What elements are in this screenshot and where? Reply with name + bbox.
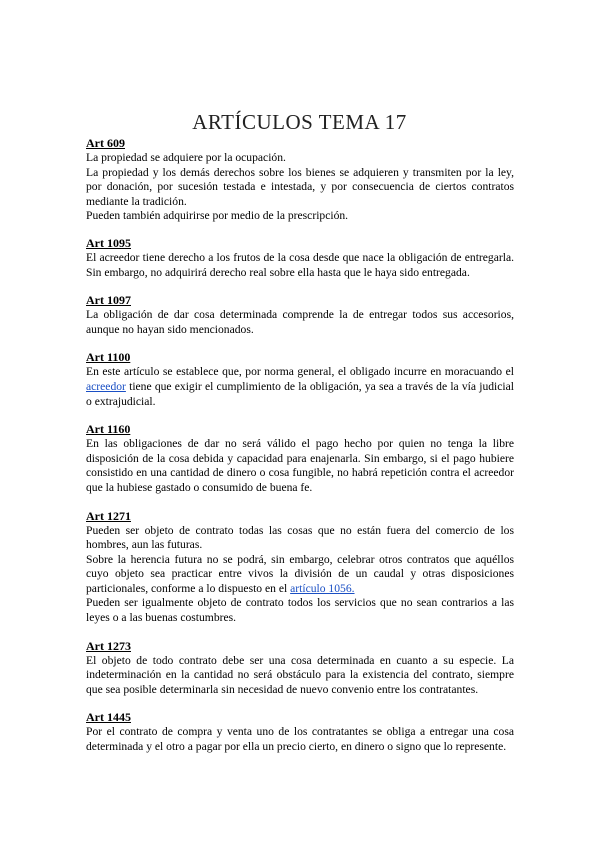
- article-1160: [86, 422, 514, 495]
- article-heading: Art 1100: [86, 350, 131, 365]
- article-1273: [86, 639, 514, 698]
- article-paragraph: Por el contrato de compra y venta uno de los contratantes se obliga a entregar una cosa determinada y el otro a pagar por ella un precio cierto, en dinero o signo que lo represente.: [86, 725, 514, 754]
- paragraph-text: En este artículo se establece que, por norma general, el obligado incurre en moracuando el: [86, 365, 514, 379]
- article-paragraph: El acreedor tiene derecho a los frutos de la cosa desde que nace la obligación de entregarla. Sin embargo, no adquirirá derecho real sobre ella hasta que le haya sido entregada.: [86, 250, 514, 279]
- article-1271: [86, 509, 514, 626]
- article-paragraph: La propiedad se adquiere por la ocupación.: [86, 151, 286, 164]
- article-paragraph: La propiedad y los demás derechos sobre los bienes se adquieren y transmiten por la ley, por donación, por sucesión testada e intestada, y por consecuencia de ciertos contratos mediante la tradición.: [86, 165, 514, 208]
- article-609: [86, 136, 514, 224]
- article-1095: [86, 236, 514, 280]
- article-heading: Art 1097: [86, 293, 131, 308]
- article-paragraph: Pueden ser objeto de contrato todas las cosas que no están fuera del comercio de los hombres, aun las futuras.: [86, 523, 514, 552]
- article-paragraph: Pueden ser igualmente objeto de contrato todos los servicios que no sean contrarios a las leyes o a las buenas costumbres.: [86, 596, 514, 625]
- article-1445: [86, 710, 514, 754]
- document-body: [86, 136, 514, 768]
- article-1100: [86, 350, 514, 409]
- article-heading: Art 1160: [86, 422, 131, 437]
- acreedor-link[interactable]: acreedor: [86, 379, 126, 393]
- article-paragraph: [86, 553, 514, 597]
- article-heading: Art 1445: [86, 710, 131, 725]
- article-heading: Art 1095: [86, 235, 131, 250]
- article-heading: Art 1273: [86, 638, 131, 653]
- paragraph-text: Sobre la herencia futura no se podrá, sin embargo, celebrar otros contratos que aquéllos cuyo objeto sea practicar entre vivos la división de un caudal y otras disposiciones particionales, conforme a lo dispuesto en el: [86, 552, 514, 595]
- paragraph-text: tiene que exigir el cumplimiento de la obligación, ya sea a través de la vía judicial o extrajudicial.: [86, 379, 514, 408]
- article-1097: [86, 293, 514, 337]
- document-title: ARTÍCULOS TEMA 17: [192, 110, 407, 134]
- article-heading: Art 1271: [86, 508, 131, 523]
- article-paragraph: La obligación de dar cosa determinada comprende la de entregar todos sus accesorios, aunque no hayan sido mencionados.: [86, 308, 514, 336]
- article-paragraph: [86, 365, 514, 409]
- article-paragraph: En las obligaciones de dar no será válido el pago hecho por quien no tenga la libre disposición de la cosa debida y capacidad para enajenarla. Sin embargo, si el pago hubiere consistido en una cantidad de dinero o cosa fungible, no habrá repetición contra el acreedor que la hubiese gastado o consumido de buena fe.: [86, 437, 514, 494]
- articulo-1056-link[interactable]: artículo 1056.: [290, 581, 355, 595]
- article-paragraph: Pueden también adquirirse por medio de la prescripción.: [86, 209, 349, 223]
- article-heading: Art 609: [86, 136, 125, 150]
- article-paragraph: El objeto de todo contrato debe ser una cosa determinada en cuanto a su especie. La indeterminación en la cantidad no será obstáculo para la existencia del contrato, siempre que sea posible determinarla sin necesidad de nuevo convenio entre los contratantes.: [86, 653, 514, 696]
